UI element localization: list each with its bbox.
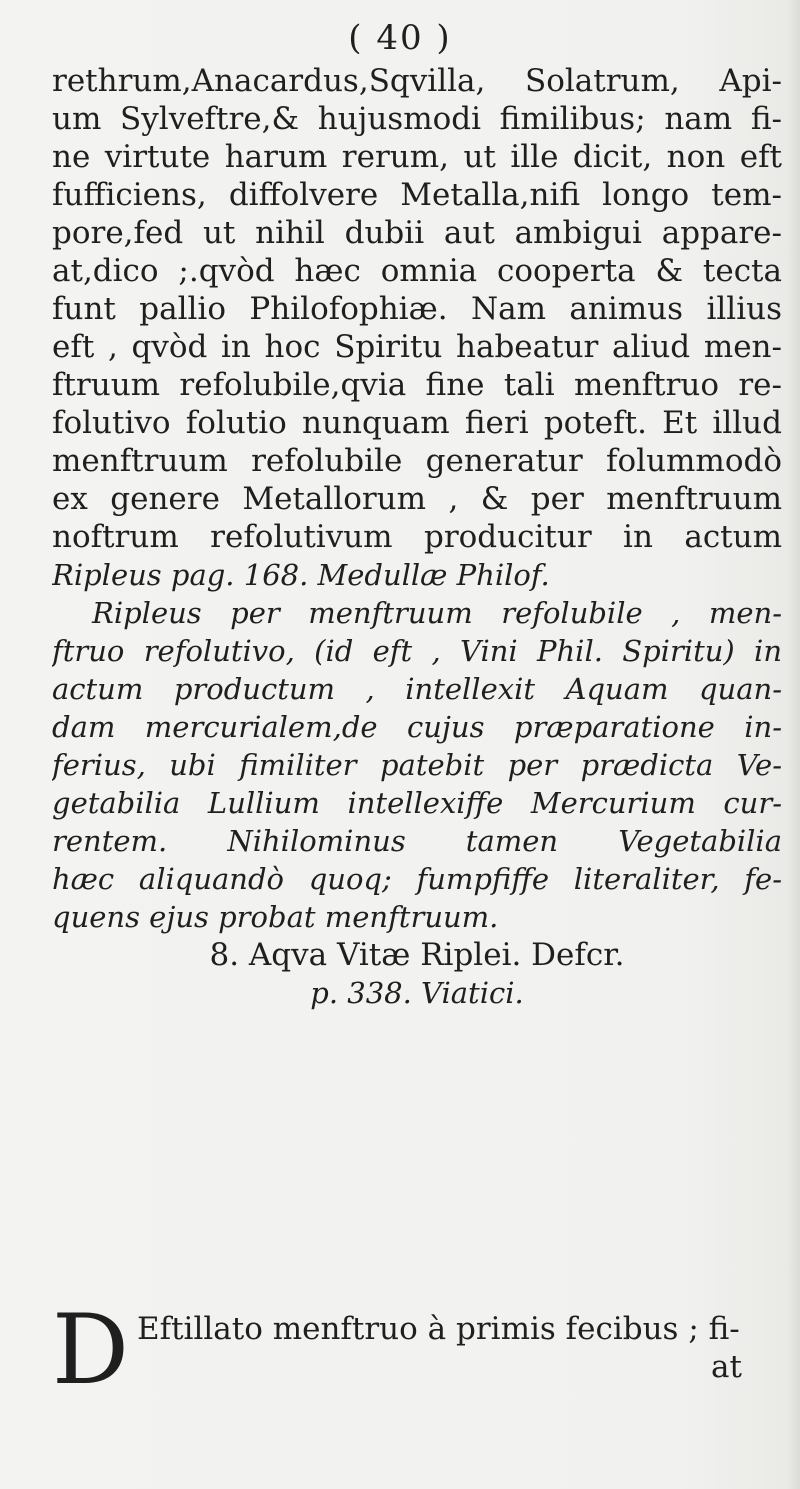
catchword: at — [711, 1349, 742, 1385]
text-line: folutivo folutio nunquam fieri poteft. Et illud — [52, 405, 782, 441]
section-heading: 8. Aqva Vitæ Riplei. Defcr. — [209, 937, 625, 973]
section-subheading: p. 338. Viatici. — [310, 976, 524, 1010]
italic-line: hæc aliquandò quoq; fumpfiffe literaliter, fe- — [52, 862, 782, 896]
italic-line: rentem. Nihilominus tamen Vegetabilia — [52, 824, 782, 858]
text-line: fufficiens, diffolvere Metalla,nifi longo tem- — [52, 177, 782, 213]
text-line: noftrum refolutivum producitur in actum — [52, 519, 782, 555]
italic-line: actum productum , intellexit Aquam quan- — [52, 672, 782, 706]
page-edge-shadow — [786, 0, 800, 1489]
italic-line: quens ejus probat menftruum. — [52, 900, 499, 934]
italic-line: getabilia Lullium intellexiffe Mercurium cur- — [52, 786, 782, 820]
text-line: pore,fed ut nihil dubii aut ambigui appare- — [52, 215, 782, 251]
text-line: Eftillato menftruo à primis fecibus ; fi- — [136, 1311, 740, 1347]
text-line: ne virtute harum rerum, ut ille dicit, non eft — [52, 139, 782, 175]
text-line: at,dico ;.qvòd hæc omnia cooperta & tecta — [52, 253, 782, 289]
text-line: um Sylveftre,& hujusmodi fimilibus; nam fi- — [52, 101, 782, 137]
text-line: ftruum refolubile,qvia fine tali menftruo re- — [52, 367, 782, 403]
dropcap-letter: D — [52, 1294, 129, 1406]
text-line: ex genere Metallorum , & per menftruum — [52, 481, 782, 517]
citation-line: Ripleus pag. 168. Medullæ Philof. — [52, 558, 550, 592]
dropcap-paragraph — [52, 1294, 782, 1406]
italic-line: ferius, ubi fimiliter patebit per prædicta Ve- — [52, 748, 782, 782]
text-line: rethrum,Anacardus,Sqvilla, Solatrum, Api- — [52, 63, 782, 99]
text-line: funt pallio Philofophiæ. Nam animus illius — [52, 291, 782, 327]
text-line: eft , qvòd in hoc Spiritu habeatur aliud men- — [52, 329, 782, 365]
body-text — [52, 62, 782, 1012]
italic-line: dam mercurialem,de cujus præparatione in- — [52, 710, 782, 744]
page-number: ( 40 ) — [348, 18, 452, 58]
text-line: menftruum refolubile generatur folummodò — [52, 443, 782, 479]
italic-line: Ripleus per menftruum refolubile , men- — [92, 596, 782, 630]
italic-line: ftruo refolutivo, (id eft , Vini Phil. Spiritu) in — [52, 634, 782, 668]
